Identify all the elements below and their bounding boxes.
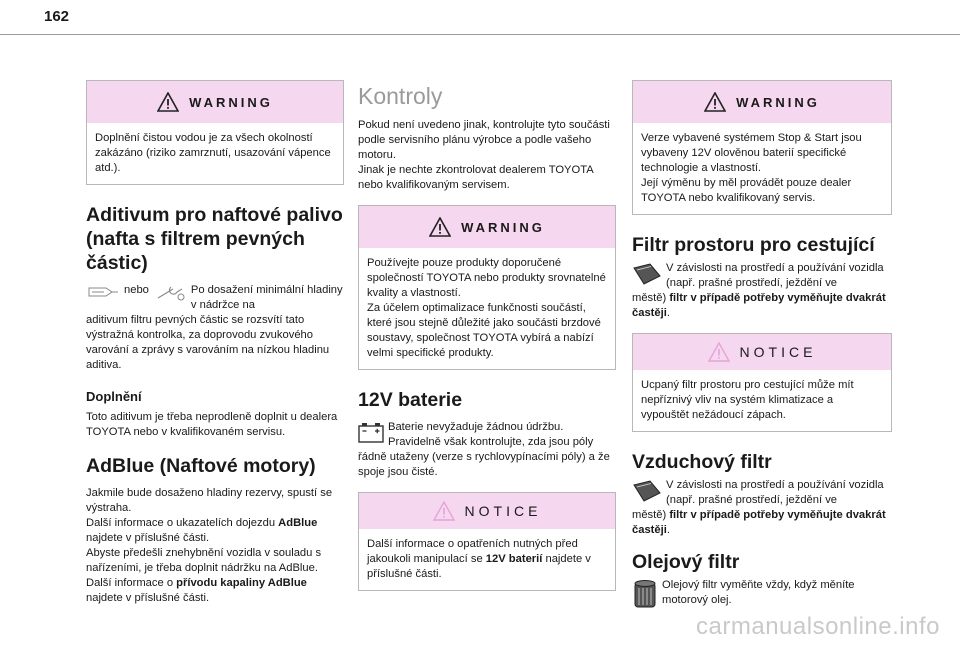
text-span: najdete v příslušné části.	[86, 592, 210, 604]
text-span: Další informace o ukazatelích dojezdu	[86, 517, 279, 529]
cabin-filter-text: V závislosti na prostředí a používání vozidla (např. prašné prostředí, ježdění ve	[666, 262, 884, 289]
text-span: Další informace o	[86, 577, 177, 589]
cabin-filter-text-continued	[632, 291, 892, 321]
warning-line-2: Za účelem optimalizace funkčnosti součástí, které jsou stejně důležité jako součásti brzdové soustavy, společnost TOYOTA vybírá a nabízí velmi specifické produkty.	[367, 302, 601, 359]
air-filter-row	[632, 478, 892, 508]
text-span: .	[666, 307, 670, 319]
oil-filter-icon	[632, 579, 658, 609]
bold-span: filtr v případě potřeby vyměňujte dvakrát častěji	[632, 292, 886, 319]
battery-row	[358, 420, 616, 450]
kontroly-title: Kontroly	[358, 83, 443, 109]
spacer	[358, 193, 616, 199]
warning-box-header	[87, 81, 343, 123]
notice-text	[359, 529, 615, 590]
warning-text: Doplnění čistou vodou je za všech okolností zakázáno (riziko zamrznutí, usazování vápence atd.).	[95, 132, 331, 174]
notice-box	[358, 492, 616, 591]
warning-body	[633, 123, 891, 214]
bold-span: AdBlue	[278, 517, 318, 529]
battery-title: 12V baterie	[358, 389, 463, 411]
text-span: městě)	[632, 292, 670, 304]
warning-label: WARNING	[189, 94, 273, 110]
refill-text: Toto aditivum je třeba neprodleně doplnit u dealera TOYOTA nebo v kvalifikovaném servisu.	[86, 411, 338, 438]
or-text: nebo	[124, 284, 149, 296]
warning-label: WARNING	[736, 94, 820, 110]
notice-box-header	[633, 334, 891, 370]
filter-icon	[632, 479, 662, 503]
oil-filter-title: Olejový filtr	[632, 551, 740, 573]
text-span: Další informace o opatřeních nutných před jakoukoli manipulací se	[367, 538, 578, 565]
warning-triangle-icon	[704, 92, 726, 112]
text-span: najdete v příslušné části.	[86, 532, 210, 544]
warning-body	[359, 248, 615, 369]
warning-label: WARNING	[461, 219, 545, 235]
kontroly-line-1: Pokud není uvedeno jinak, kontrolujte tyto součásti podle servisního plánu výrobce a podle vašeho motoru.	[358, 119, 610, 161]
text-span: najdete v příslušné části.	[367, 553, 591, 580]
notice-text: Ucpaný filtr prostoru pro cestující může mít nepříznivý vliv na systém klimatizace a vypouštět nežádoucí zápach.	[641, 379, 854, 421]
adblue-line-1: Jakmile bude dosaženo hladiny rezervy, spustí se výstraha.	[86, 487, 333, 514]
indicator-text: Po dosažení minimální hladiny v nádržce na	[190, 284, 343, 311]
battery-text: Baterie nevyžaduje žádnou údržbu. Pravidelně však kontrolujte, zda jsou póly	[388, 421, 594, 448]
battery-icon	[358, 421, 384, 443]
indicator-row	[86, 283, 344, 313]
adblue-line-4	[86, 576, 344, 606]
text-span: městě)	[632, 509, 670, 521]
notice-triangle-icon	[433, 501, 455, 521]
cabin-filter-row	[632, 261, 892, 291]
notice-label: NOTICE	[739, 344, 817, 360]
page-number: 162	[44, 8, 70, 25]
filter-icon	[632, 262, 662, 286]
top-divider	[0, 34, 960, 35]
warning-box	[86, 80, 344, 185]
oil-filter-row	[632, 578, 892, 609]
air-filter-title: Vzduchový filtr	[632, 451, 772, 473]
warning-line-2: Její výměnu by měl provádět pouze dealer TOYOTA nebo kvalifikovaný servis.	[641, 177, 852, 204]
warning-triangle-icon	[429, 217, 451, 237]
adblue-line-2	[86, 516, 344, 546]
warning-box	[632, 80, 892, 215]
notice-label: NOTICE	[464, 503, 542, 519]
bold-span: filtr v případě potřeby vyměňujte dvakrát častěji	[632, 509, 886, 536]
battery-text-continued: řádně utaženy (verze s rychlovypínacími póly) a že spoje jsou čisté.	[358, 451, 610, 478]
indicator-text-continued: aditivum filtru pevných částic se rozsvítí tato výstražná kontrolka, za doprovodu zvukového varování a zprávy s varováním na nízkou hladinu aditiva.	[86, 314, 330, 371]
air-filter-text-continued	[632, 508, 892, 538]
column-2	[358, 80, 616, 609]
kontroly-line-2: Jinak je nechte zkontrolovat dealerem TOYOTA nebo kvalifikovaným servisem.	[358, 164, 594, 191]
warning-box	[358, 205, 616, 370]
subsection-title: Doplnění	[86, 389, 142, 404]
adblue-line-3: Abyste předešli znehybnění vozidla v souladu s nařízeními, je třeba doplnit nádržku na AdBlue.	[86, 547, 322, 574]
warning-box-header	[359, 206, 615, 248]
notice-box	[632, 333, 892, 432]
warning-box-header	[633, 81, 891, 123]
watermark: carmanualsonline.info	[696, 613, 940, 640]
column-3	[632, 80, 892, 609]
cabin-filter-title: Filtr prostoru pro cestující	[632, 234, 875, 256]
notice-box-header	[359, 493, 615, 529]
warning-triangle-icon	[157, 92, 179, 112]
text-span: .	[666, 524, 670, 536]
warning-line-1: Verze vybavené systémem Stop & Start jsou vybaveny 12V olověnou baterií specifické technologie a vlastností.	[641, 132, 862, 174]
fuel-additive-warning-icon	[86, 284, 120, 300]
warning-line-1: Používejte pouze produkty doporučené společností TOYOTA nebo produkty srovnatelné kvality a vlastností.	[367, 257, 606, 299]
bold-span: přívodu kapaliny AdBlue	[176, 577, 307, 589]
bold-span: 12V baterií	[485, 553, 543, 565]
air-filter-text: V závislosti na prostředí a používání vozidla (např. prašné prostředí, ježdění ve	[666, 479, 884, 506]
oil-filter-text: Olejový filtr vyměňte vždy, když měníte motorový olej.	[662, 579, 855, 606]
section-title: Aditivum pro naftové palivo (nafta s filtrem pevných částic)	[86, 204, 343, 274]
adblue-title: AdBlue (Naftové motory)	[86, 455, 316, 477]
wrench-warning-icon	[155, 284, 187, 302]
notice-triangle-icon	[708, 342, 730, 362]
column-1	[86, 80, 344, 606]
